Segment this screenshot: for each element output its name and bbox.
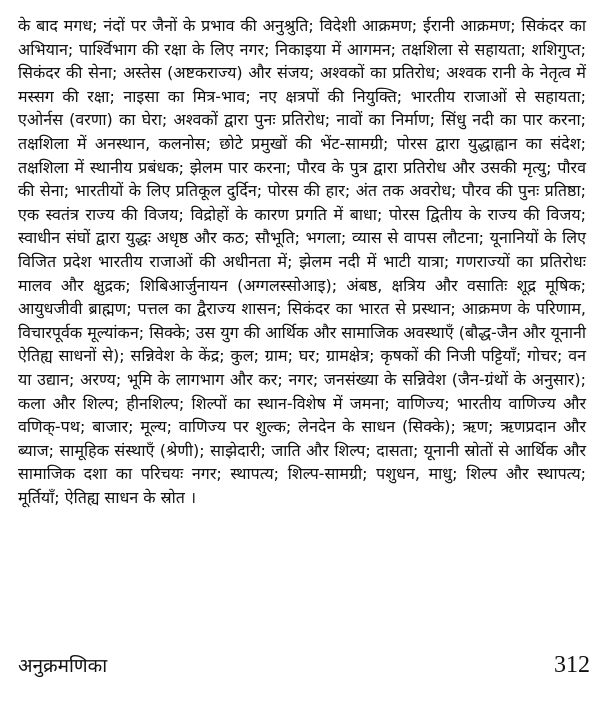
index-paragraph: के बाद मगध; नंदों पर जैनों के प्रभाव की अनुश्रुति; विदेशी आक्रमण; ईरानी आक्रमण; सिकंदर का अभियान; पार्श्विभाग की रक्षा के लिए नगर; निकाइया में आगमन; तक्षशिला से सहायता; शशिगुप्त; सिकंदर की सेना; अस्तेस (अष्टकराज्य) और संजय; अश्वकों का प्रतिरोध; अश्वक रानी के नेतृत्व में मस्सग की रक्षा; नाइसा का मित्र-भाव; नए क्षत्रपों की नियुक्ति; भारतीय राजाओं से सहायता; एओर्नस (वरणा) का घेरा; अश्वकों द्वारा पुनः प्रतिरोध; नावों का निर्माण; सिंधु नदी का पार करना; तक्षशिला में अनस्थान, कलनोस; छोटे प्रमुखों की भेंट-सामग्री; पोरस द्वारा युद्धाह्वान का संदेश; तक्षशिला में स्थानीय प्रबंधक; झेलम पार करना; पौरव के पुत्र द्वारा प्रतिरोध और उसकी मृत्यु; पौरव की सेना; भारतीयों के लिए प्रतिकूल दुर्दिन; पोरस की हार; अंत तक अवरोध; पौरव की पुनः प्रतिष्ठा; एक स्वतंत्र राज्य की विजय; विद्रोहों के कारण प्रगति में बाधा; पोरस द्वितीय के राज्य की विजय; स्वाधीन संघों द्वारा युद्धः अधृष्ठ और कठ; सौभूति; भगला; व्यास से वापस लौटना; यूनानियों के लिए विजित प्रदेश भारतीय राजाओं की अधीनता में; झेलम नदी में भाटी यात्रा; गणराज्यों का प्रतिरोधः मालव और क्षुद्रक; शिबिआर्जुनायन (अग्गलस्सोआइ); अंबष्ठ, क्षत्रिय और वसातिः शूद्र मूषिक; आयुधजीवी ब्राह्मण; पत्तल का द्वैराज्य शासन; सिकंदर का भारत से प्रस्थान; आक्रमण के परिणाम, विचारपूर्वक मूल्यांकन; सिक्के; उस युग की आर्थिक और सामाजिक अवस्थाएँ (बौद्ध-जैन और यूनानी ऐतिह्य साधनों से); सन्निवेश के केंद्र; कुल; ग्राम; घर; ग्रामक्षेत्र; कृषकों की निजी पट्टियाँ; गोचर; वन या उद्यान; अरण्य; भूमि के लागभाग और कर; नगर; जनसंख्या के सन्निवेश (जैन-ग्रंथों के अनुसार); कला और शिल्प; हीनशिल्प; शिल्पों का स्थान-विशेष में जमना; वाणिज्य; भारतीय वाणिज्य और वणिक्-पथ; बाजार; मूल्य; वाणिज्य पर शुल्क; लेनदेन के साधन (सिक्के); ऋण; ऋणप्रदान और ब्याज; सामूहिक संस्थाएँ (श्रेणी); साझेदारी; जाति और शिल्प; दासता; यूनानी स्रोतों से आर्थिक और सामाजिक दशा का परिचयः नगर; स्थापत्य; शिल्प-सामग्री; पशुधन, माधु; शिल्प और स्थापत्य; मूर्तियाँ; ऐतिह्य साधन के स्रोत । (18, 16, 586, 507)
page-footer (18, 650, 590, 680)
footer-title: अनुक्रमणिका (18, 655, 108, 677)
document-page (18, 14, 586, 509)
page-number: 312 (554, 651, 590, 678)
